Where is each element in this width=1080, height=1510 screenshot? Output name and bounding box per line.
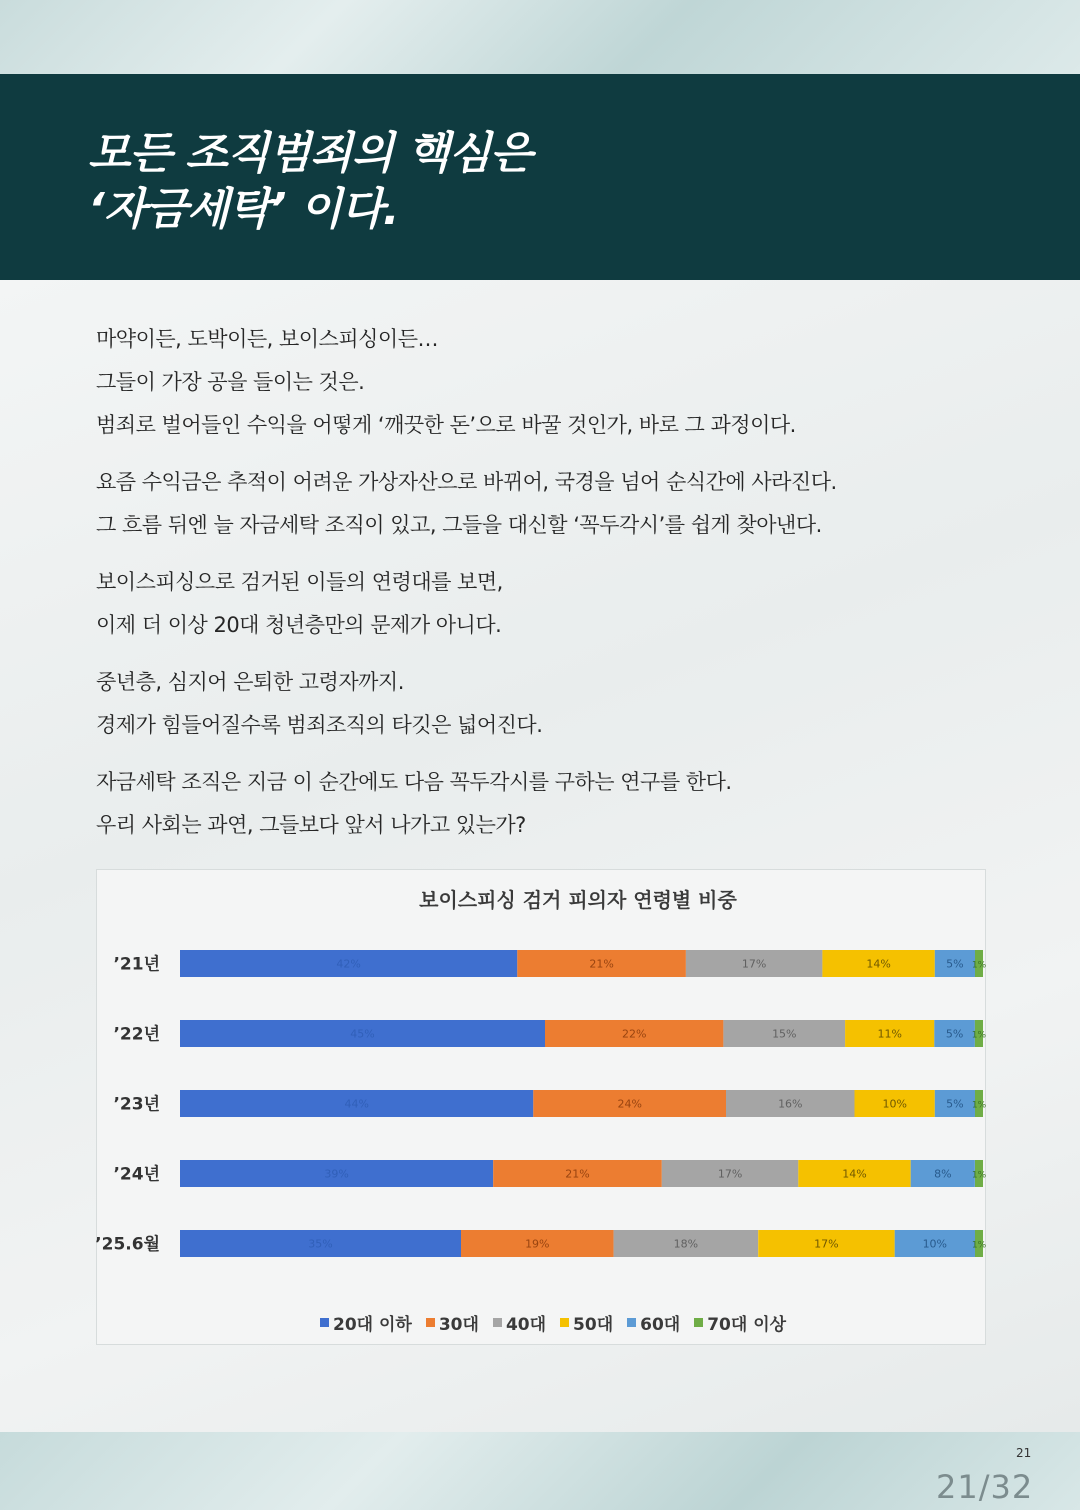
legend-item xyxy=(694,1310,786,1335)
text-line: 이제 더 이상 20대 청년층만의 문제가 아니다. xyxy=(96,613,502,637)
data-label: 18% xyxy=(673,1237,699,1251)
legend-swatch xyxy=(694,1318,703,1327)
data-label: 15% xyxy=(772,1027,797,1041)
data-label: 5% xyxy=(945,1027,964,1041)
chart-title: 보이스피싱 검거 피의자 연령별 비중 xyxy=(419,888,737,912)
data-label: 39% xyxy=(324,1167,349,1181)
category-label: ’23년 xyxy=(113,1094,160,1115)
legend-item xyxy=(426,1310,479,1335)
data-label: 21% xyxy=(565,1167,590,1181)
text-line: 그 흐름 뒤엔 늘 자금세탁 조직이 있고, 그들을 대신할 ‘꼭두각시’를 쉽게 찾아낸다. xyxy=(96,513,822,537)
data-label: 11% xyxy=(877,1027,902,1041)
legend-item xyxy=(627,1310,680,1335)
category-label: ’22년 xyxy=(113,1024,160,1045)
data-label: 17% xyxy=(717,1167,743,1181)
title-line-1: 모든 조직범죄의 핵심은 xyxy=(88,128,532,179)
category-label: ’21년 xyxy=(113,954,160,975)
data-label: 17% xyxy=(741,957,767,971)
legend-label: 30대 xyxy=(438,1315,479,1335)
data-label: 24% xyxy=(617,1097,642,1111)
data-label: 1% xyxy=(971,1030,987,1041)
data-label: 21% xyxy=(589,957,614,971)
text-line: 마약이든, 도박이든, 보이스피싱이든… xyxy=(96,327,438,351)
text-line: 자금세탁 조직은 지금 이 순간에도 다음 꼭두각시를 구하는 연구를 한다. xyxy=(96,770,732,794)
title-line-2: ‘자금세탁’ 이다. xyxy=(88,184,399,235)
data-label: 42% xyxy=(336,957,361,971)
text-line: 보이스피싱으로 검거된 이들의 연령대를 보면, xyxy=(96,570,503,594)
data-label: 22% xyxy=(621,1027,647,1041)
legend-item xyxy=(560,1310,613,1335)
legend-label: 60대 xyxy=(640,1315,681,1335)
data-label: 14% xyxy=(842,1167,867,1181)
data-label: 45% xyxy=(350,1027,375,1041)
text-line: 범죄로 벌어들인 수익을 어떻게 ‘깨끗한 돈’으로 바꿀 것인가, 바로 그 과정이다. xyxy=(96,413,796,437)
data-label: 10% xyxy=(922,1237,948,1251)
text-line: 그들이 가장 공을 들이는 것은. xyxy=(96,370,365,394)
data-label: 1% xyxy=(971,960,987,971)
data-label: 17% xyxy=(814,1237,839,1251)
text-line: 우리 사회는 과연, 그들보다 앞서 나가고 있는가? xyxy=(96,813,526,837)
data-label: 1% xyxy=(971,1170,987,1181)
data-label: 5% xyxy=(946,1097,964,1111)
legend-swatch xyxy=(320,1318,329,1327)
text-line: 중년층, 심지어 은퇴한 고령자까지. xyxy=(96,670,404,694)
category-label: ’24년 xyxy=(113,1164,160,1185)
chart-legend xyxy=(320,1310,786,1335)
data-label: 14% xyxy=(866,957,891,971)
data-label: 1% xyxy=(971,1240,987,1251)
legend-swatch xyxy=(627,1318,636,1327)
page-number: 21 xyxy=(1016,1446,1032,1460)
legend-swatch xyxy=(426,1318,435,1327)
legend-label: 70대 이상 xyxy=(707,1315,787,1335)
category-label: ’25.6월 xyxy=(95,1234,160,1255)
legend-swatch xyxy=(493,1318,502,1327)
text-line: 요즘 수익금은 추적이 어려운 가상자산으로 바뀌어, 국경을 넘어 순식간에 사라진다. xyxy=(96,470,837,494)
legend-item xyxy=(320,1310,412,1335)
legend-label: 20대 이하 xyxy=(333,1315,412,1335)
text-line: 경제가 힘들어질수록 범죄조직의 타깃은 넓어진다. xyxy=(96,713,543,737)
data-label: 16% xyxy=(778,1097,803,1111)
data-label: 1% xyxy=(971,1100,987,1111)
page-indicator: 21/32 xyxy=(936,1468,1034,1506)
data-label: 10% xyxy=(882,1097,907,1111)
data-label: 35% xyxy=(308,1237,333,1251)
legend-item xyxy=(493,1310,546,1335)
data-label: 5% xyxy=(946,957,964,971)
legend-label: 50대 xyxy=(573,1315,614,1335)
legend-swatch xyxy=(560,1318,569,1327)
data-label: 8% xyxy=(934,1167,952,1181)
legend-label: 40대 xyxy=(505,1315,547,1335)
data-label: 44% xyxy=(344,1097,369,1111)
data-label: 19% xyxy=(525,1237,550,1251)
